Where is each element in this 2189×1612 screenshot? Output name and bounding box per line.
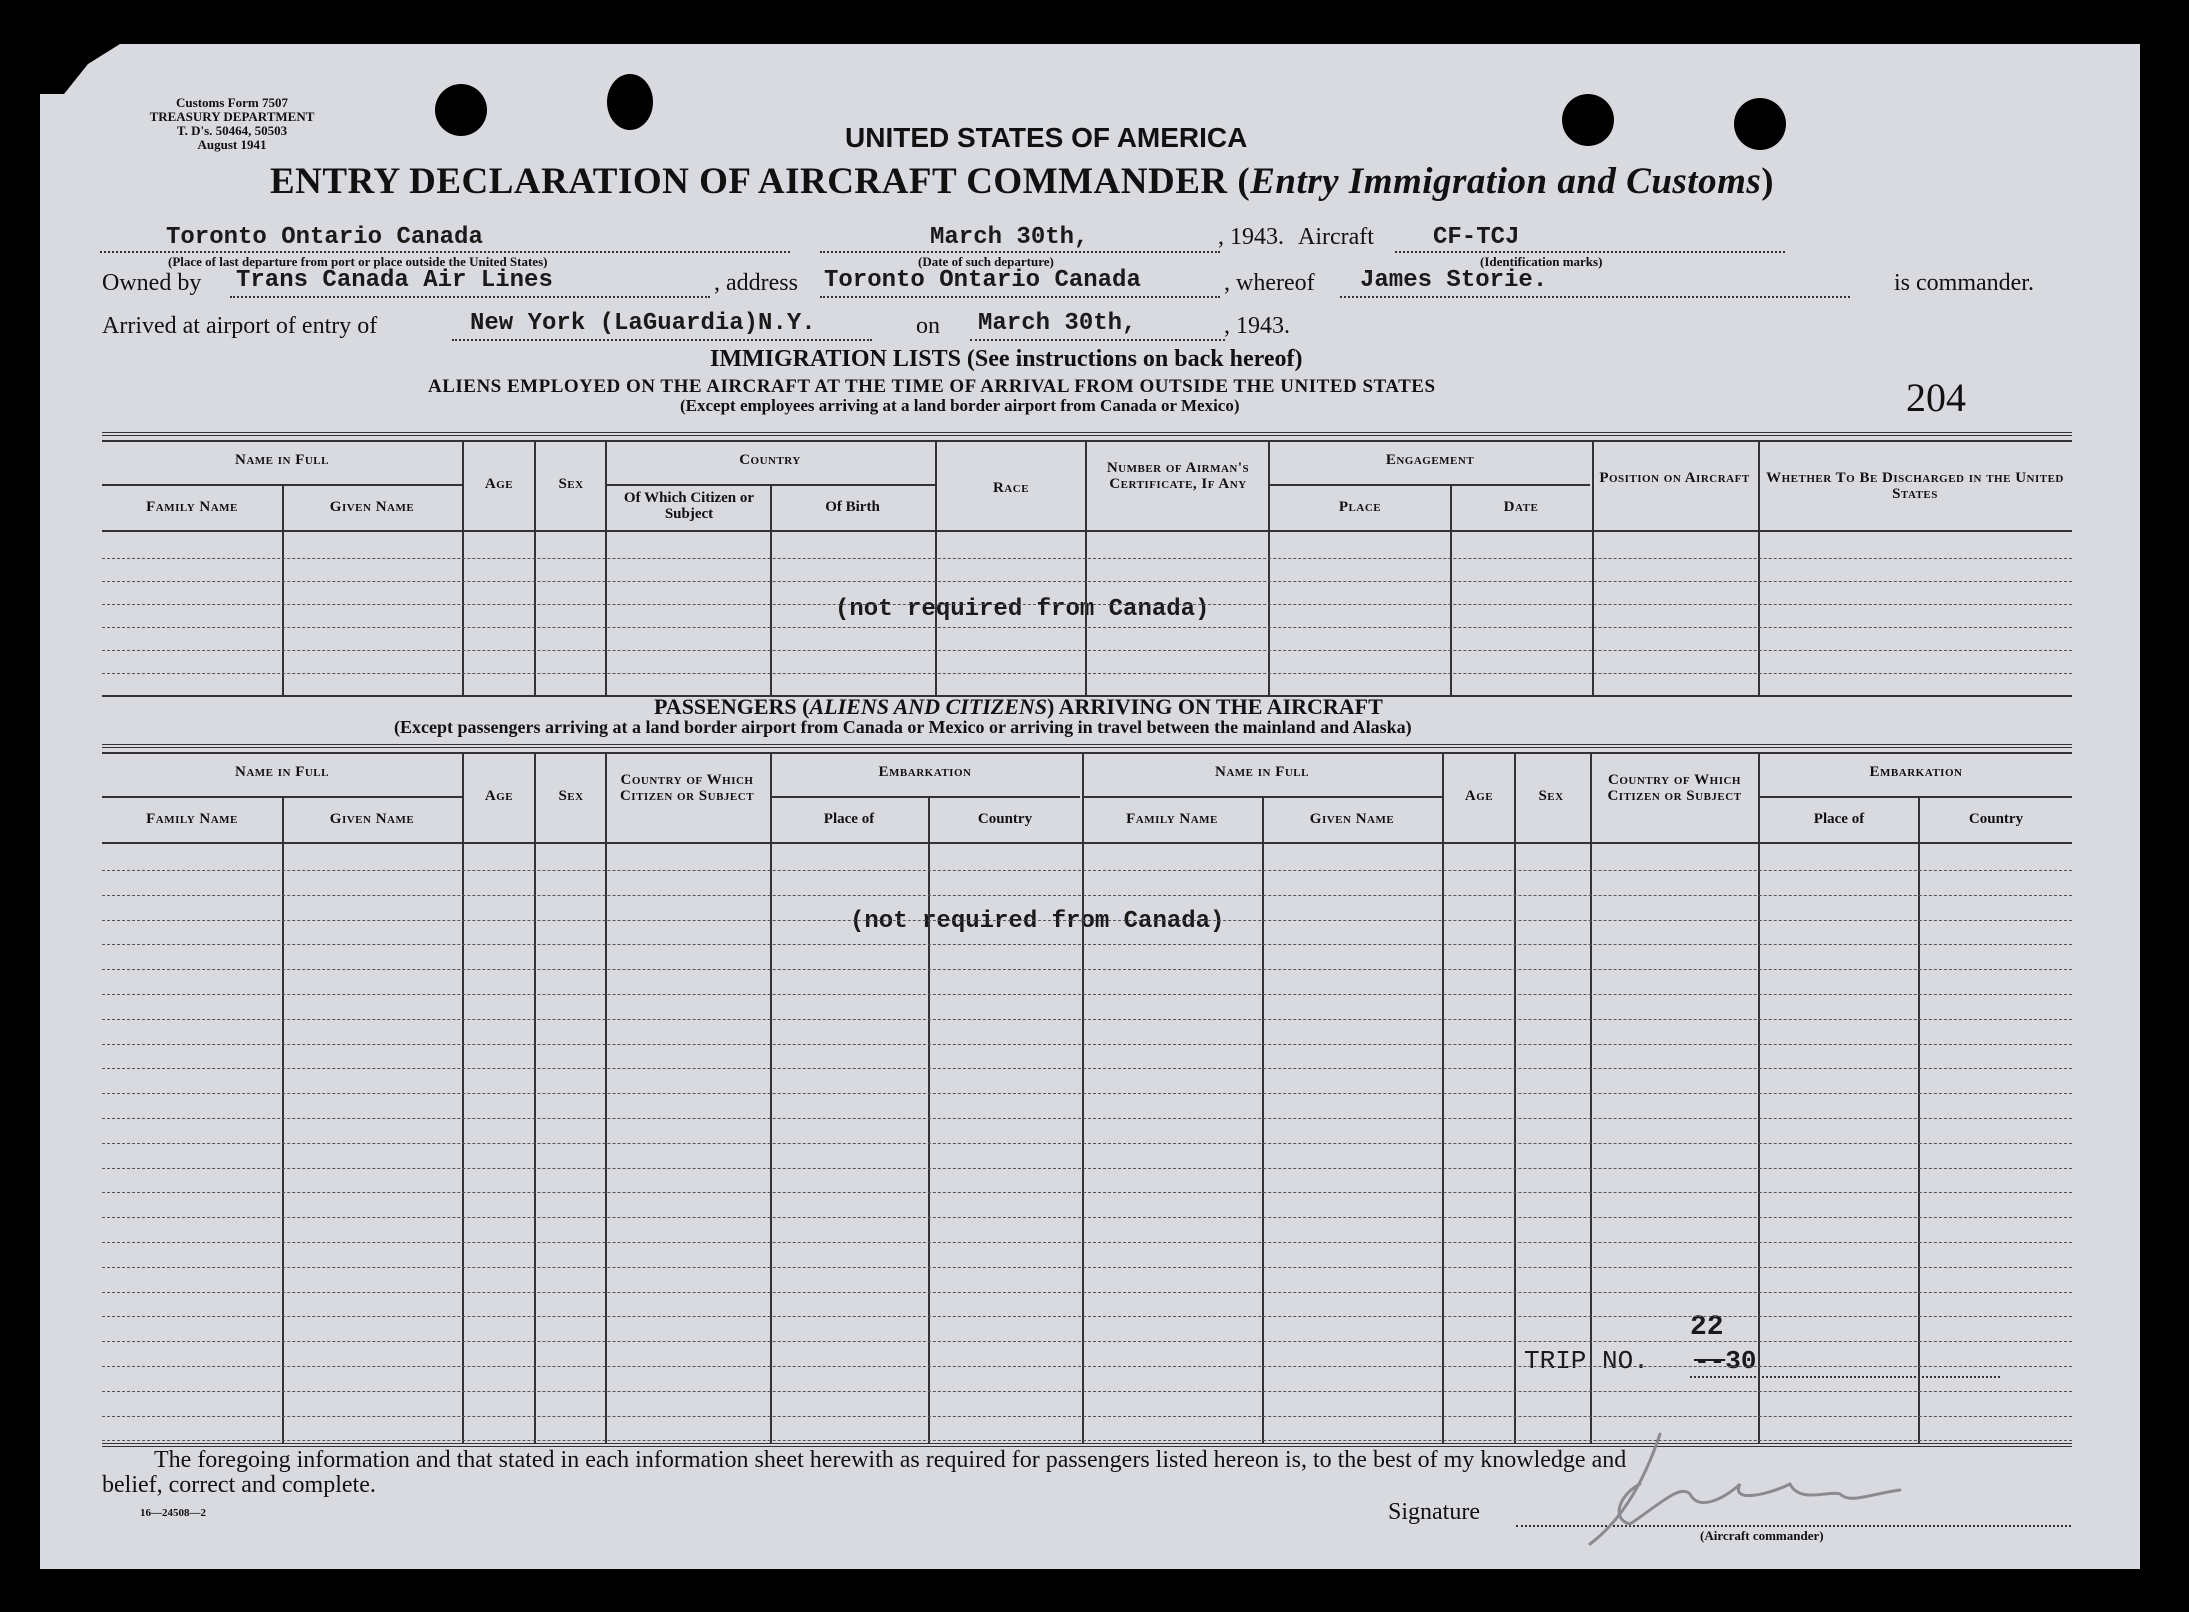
signature-image <box>1570 1424 1930 1554</box>
pcol-embarkation: Embarkation <box>878 764 972 780</box>
col-position: Position on Aircraft <box>1599 470 1750 486</box>
col-family-name: Family Name <box>146 499 238 515</box>
on-label: on <box>916 313 940 339</box>
immigration-subtitle2: (Except employees arriving at a land border airport from Canada or Mexico) <box>680 396 1240 415</box>
col-engagement: Engagement <box>1385 452 1475 468</box>
pcol-embarkation-2: Embarkation <box>1869 764 1963 780</box>
arrival-date: March 30th, <box>978 310 1137 337</box>
pcol-country: Country <box>977 811 1033 827</box>
pcol-family-name: Family Name <box>146 811 238 827</box>
arrived-label: Arrived at airport of entry of <box>102 313 378 339</box>
owner: Trans Canada Air Lines <box>236 267 553 294</box>
pcol-place-of: Place of <box>823 811 875 827</box>
form-title: ENTRY DECLARATION OF AIRCRAFT COMMANDER (Entry Immigration and Customs) <box>270 161 1775 202</box>
trip-label: TRIP NO. <box>1520 1346 1653 1376</box>
immigration-subtitle: ALIENS EMPLOYED ON THE AIRCRAFT AT THE TIME OF ARRIVAL FROM OUTSIDE THE UNITED STATES <box>428 376 1436 397</box>
immigration-title: IMMIGRATION LISTS (See instructions on back hereof) <box>710 346 1303 372</box>
pcol-name-in-full-2: Name in Full <box>1214 764 1309 780</box>
form-id: Customs Form 7507 TREASURY DEPARTMENT T. D's. 50464, 50503 August 1941 <box>149 95 315 152</box>
trip-number: --30 <box>1690 1346 1760 1376</box>
col-certificate: Number of Airman's Certificate, If Any <box>1106 460 1250 492</box>
pcol-country-citizen: Country of Which Citizen or Subject <box>619 772 755 804</box>
document-page <box>40 44 2140 1569</box>
col-date: Date <box>1503 499 1539 515</box>
col-place: Place <box>1338 499 1382 515</box>
col-age: Age <box>484 476 514 492</box>
pcol-given-name-2: Given Name <box>1309 811 1395 827</box>
col-country: Country <box>739 452 801 468</box>
col-birth: Of Birth <box>825 499 880 515</box>
torn-corner <box>40 44 120 94</box>
country-heading: UNITED STATES OF AMERICA <box>845 122 1248 153</box>
bottom-code: 16—24508—2 <box>140 1507 206 1519</box>
arrival-year: , 1943. <box>1224 313 1290 339</box>
departure-year: , 1943. <box>1218 224 1284 250</box>
pcol-country-2: Country <box>1968 811 2024 827</box>
pcol-name-in-full: Name in Full <box>234 764 329 780</box>
whereof-label: , whereof <box>1224 270 1315 296</box>
pcol-family-name-2: Family Name <box>1126 811 1218 827</box>
departure-date: March 30th, <box>930 224 1089 251</box>
pcol-age-2: Age <box>1464 788 1494 804</box>
aircraft-id-caption: (Identification marks) <box>1480 254 1603 269</box>
aircraft-label: Aircraft <box>1298 224 1374 250</box>
pcol-place-of-2: Place of <box>1813 811 1865 827</box>
aircraft-id: CF-TCJ <box>1433 224 1520 251</box>
departure-place: Toronto Ontario Canada <box>166 224 483 251</box>
col-sex: Sex <box>558 476 584 492</box>
is-commander-label: is commander. <box>1894 270 2034 296</box>
punch-hole <box>435 84 487 136</box>
owner-address: Toronto Ontario Canada <box>824 267 1141 294</box>
col-discharged: Whether To Be Discharged in the United States <box>1766 470 2064 502</box>
owned-by-label: Owned by <box>102 270 202 296</box>
col-name-in-full: Name in Full <box>234 452 329 468</box>
col-citizen: Of Which Citizen or Subject <box>623 490 755 522</box>
punch-hole <box>1562 94 1614 146</box>
pcol-sex: Sex <box>558 788 584 804</box>
punch-hole <box>607 74 653 130</box>
signature-label: Signature <box>1388 1499 1480 1525</box>
passengers-subtitle: (Except passengers arriving at a land border airport from Canada or Mexico or arriving in travel between the mainland and Alaska) <box>394 717 1412 737</box>
page-number: 204 <box>1906 375 1966 420</box>
departure-date-caption: (Date of such departure) <box>918 254 1054 269</box>
immigration-note: (not required from Canada) <box>835 596 1210 623</box>
departure-place-caption: (Place of last departure from port or place outside the United States) <box>168 254 548 269</box>
col-given-name: Given Name <box>329 499 415 515</box>
passengers-title: PASSENGERS (ALIENS AND CITIZENS) ARRIVING ON THE AIRCRAFT <box>654 694 1383 719</box>
declaration-line-1: The foregoing information and that stated in each information sheet herewith as required for passengers listed hereon is, to the best of my knowledge and <box>154 1447 1627 1473</box>
passengers-note: (not required from Canada) <box>850 908 1225 935</box>
declaration-line-2: belief, correct and complete. <box>102 1472 376 1498</box>
pcol-age: Age <box>484 788 514 804</box>
pcol-country-citizen-2: Country of Which Citizen or Subject <box>1607 772 1742 804</box>
address-label: , address <box>714 270 798 296</box>
signature-caption: (Aircraft commander) <box>1700 1528 1824 1543</box>
trip-number-struck: 22 <box>1690 1312 1724 1343</box>
commander-name: James Storie. <box>1360 267 1548 294</box>
pcol-sex-2: Sex <box>1538 788 1564 804</box>
pcol-given-name: Given Name <box>329 811 415 827</box>
punch-hole <box>1734 98 1786 150</box>
col-race: Race <box>992 480 1030 496</box>
arrival-airport: New York (LaGuardia)N.Y. <box>470 310 816 337</box>
